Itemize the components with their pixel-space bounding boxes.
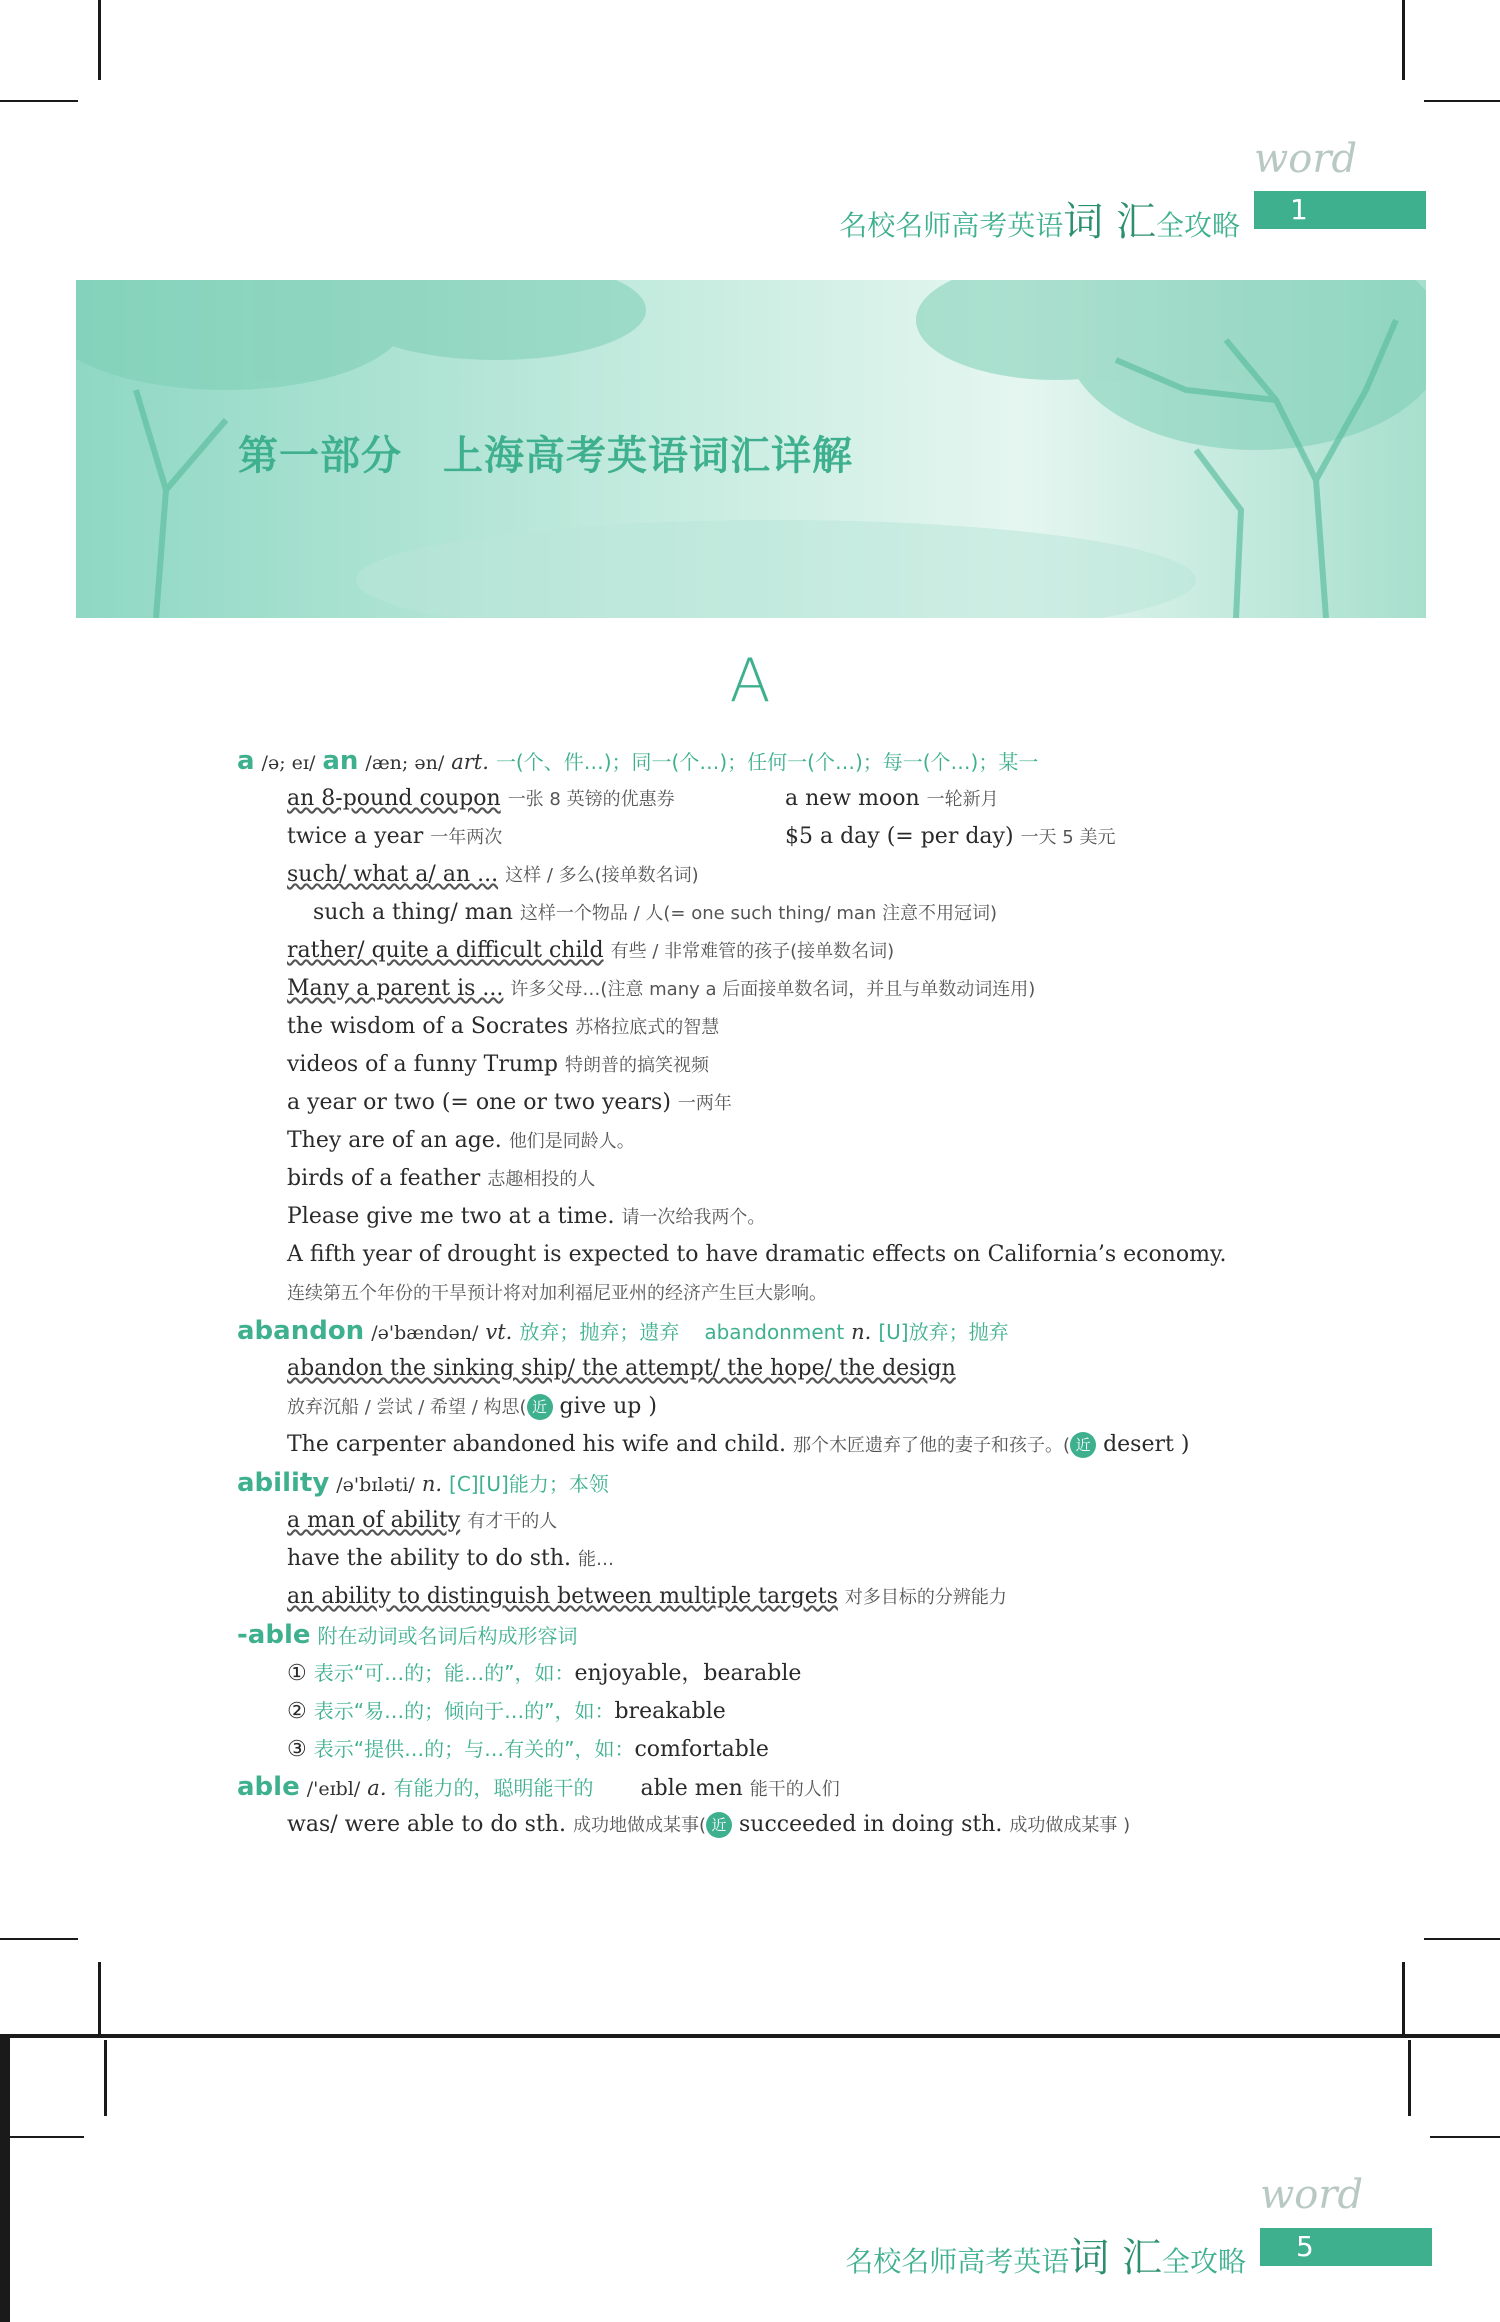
- crop-mark: [1402, 1962, 1405, 2034]
- crop-mark: [98, 1962, 101, 2034]
- meaning-line: [237, 1730, 1237, 1768]
- meaning: 表示“易…的；倾向于…的”，如：: [313, 1699, 615, 1723]
- example: a new moon: [785, 786, 920, 811]
- example: Please give me two at a time.: [287, 1204, 615, 1229]
- example-col2: [785, 780, 999, 819]
- meaning-number: ③: [287, 1737, 307, 1762]
- headword: -able: [237, 1620, 311, 1650]
- meaning-number: ①: [287, 1661, 307, 1686]
- example-line: [237, 780, 1237, 818]
- entry-head-able-suffix: [237, 1616, 1237, 1654]
- example: abandon the sinking ship/ the attempt/ the hope/ the design: [287, 1356, 956, 1381]
- example: a man of ability: [287, 1508, 461, 1533]
- crop-mark: [10, 2136, 84, 2138]
- example-line: [237, 1578, 1237, 1616]
- example-line: [237, 1806, 1237, 1844]
- example-translation: 一张 8 英镑的优惠券: [507, 789, 675, 810]
- example: have the ability to do sth.: [287, 1546, 572, 1571]
- example-translation: 他们是同龄人。: [508, 1131, 635, 1152]
- example-translation: 能干的人们: [749, 1779, 840, 1800]
- example-col2: [785, 818, 1115, 857]
- meaning-example: enjoyable，bearable: [574, 1661, 802, 1686]
- meaning-line: [237, 1692, 1237, 1730]
- example: A fifth year of drought is expected to have dramatic effects on California’s economy.: [287, 1242, 1227, 1267]
- example: an 8-pound coupon: [287, 786, 501, 811]
- example-translation: 那个木匠遗弃了他的妻子和孩子。(: [793, 1435, 1071, 1456]
- crop-mark: [1408, 2040, 1411, 2116]
- example-translation: 特朗普的搞笑视频: [564, 1055, 709, 1076]
- phonetic: /'eɪbl/: [306, 1778, 361, 1800]
- example: birds of a feather: [287, 1166, 481, 1191]
- entry-head-abandon: [237, 1312, 1237, 1350]
- example-translation: 请一次给我两个。: [621, 1207, 766, 1228]
- meaning: 表示“提供…的；与…有关的”，如：: [313, 1737, 635, 1761]
- example-translation: 这样 / 多么(接单数名词): [505, 865, 699, 886]
- example: a year or two (= one or two years): [287, 1090, 671, 1115]
- example: the wisdom of a Socrates: [287, 1014, 569, 1039]
- example-line: [237, 970, 1237, 1008]
- example-line: [237, 894, 1237, 932]
- headword: able: [237, 1772, 300, 1802]
- definition: [C][U]能力；本领: [449, 1472, 609, 1496]
- synonym-icon: 近: [706, 1812, 732, 1838]
- page-number-tab: 5: [1260, 2228, 1432, 2266]
- definition: 一(个、件…)；同一(个…)；任何一(个…)；每一(个…)；某一: [495, 750, 1039, 774]
- example-line: [237, 1008, 1237, 1046]
- example-line: [237, 932, 1237, 970]
- crop-mark: [0, 1938, 78, 1940]
- example-translation: 连续第五个年份的干旱预计将对加利福尼亚州的经济产生巨大影响。: [287, 1283, 827, 1304]
- example-translation: 成功地做成某事(: [572, 1815, 706, 1836]
- entry-head-a: [237, 742, 1237, 780]
- meaning-example: comfortable: [634, 1737, 769, 1762]
- example-translation: 许多父母…(注意 many a 后面接单数名词，并且与单数动词连用): [510, 979, 1036, 1000]
- chapter-title: 第一部分 上海高考英语词汇详解: [238, 433, 853, 479]
- synonym: desert ): [1103, 1432, 1190, 1457]
- example: an ability to distinguish between multiple targets: [287, 1584, 838, 1609]
- crop-mark: [1430, 2136, 1500, 2138]
- section-letter: A: [729, 646, 771, 716]
- definition: 附在动词或名词后构成形容词: [317, 1624, 578, 1648]
- crop-mark: [1402, 0, 1405, 80]
- series-prefix: 名校名师高考英语: [839, 209, 1064, 242]
- synonym-translation: 成功做成某事 ): [1009, 1815, 1131, 1836]
- example-translation: 志趣相投的人: [487, 1169, 596, 1190]
- part-of-speech: art.: [451, 750, 489, 774]
- entry-head-able: [237, 1768, 1237, 1806]
- example: twice a year: [287, 824, 424, 849]
- synonym-icon: 近: [527, 1394, 553, 1420]
- example-translation: 一轮新月: [926, 789, 999, 810]
- meaning-number: ②: [287, 1699, 307, 1724]
- example-line: [237, 856, 1237, 894]
- phonetic: /ə; eɪ/: [261, 752, 316, 774]
- example-line: [237, 1046, 1237, 1084]
- phonetic: /ə'bɪləti/: [336, 1474, 415, 1496]
- example-translation: 一天 5 美元: [1020, 827, 1116, 848]
- example-line: [237, 1540, 1237, 1578]
- headword: a: [237, 746, 255, 776]
- definition: [U]放弃；抛弃: [878, 1320, 1009, 1344]
- example-line: [237, 1350, 1237, 1388]
- example-translation: 一两年: [677, 1093, 732, 1114]
- example-line: [237, 1388, 1237, 1426]
- example-line: [237, 1236, 1237, 1274]
- dictionary-content: [237, 742, 1237, 1844]
- example-translation: 这样一个物品 / 人(= one such thing/ man 注意不用冠词): [519, 903, 998, 924]
- synonym: give up ): [559, 1394, 657, 1419]
- example: videos of a funny Trump: [287, 1052, 558, 1077]
- example: was/ were able to do sth.: [287, 1812, 566, 1837]
- example-line: [237, 1426, 1237, 1464]
- part-of-speech: a.: [367, 1776, 387, 1800]
- word-watermark: word: [1260, 2172, 1364, 2218]
- crop-mark: [104, 2040, 107, 2116]
- series-title: [845, 2226, 1246, 2283]
- part-of-speech: vt.: [485, 1320, 513, 1344]
- example: The carpenter abandoned his wife and child.: [287, 1432, 787, 1457]
- derivative: abandonment: [704, 1320, 845, 1344]
- meaning-line: [237, 1654, 1237, 1692]
- series-big: 词 汇: [1063, 199, 1156, 245]
- headword: ability: [237, 1468, 330, 1498]
- series-suffix: 全攻略: [1161, 2245, 1246, 2278]
- crop-mark: [1424, 100, 1500, 102]
- chapter-banner: [76, 280, 1426, 618]
- synonym-icon: 近: [1070, 1432, 1096, 1458]
- part-of-speech: n.: [851, 1320, 872, 1344]
- example-translation: 苏格拉底式的智慧: [575, 1017, 720, 1038]
- part-of-speech: n.: [421, 1472, 443, 1496]
- example-translation: 有些 / 非常难管的孩子(接单数名词): [610, 941, 895, 962]
- example: $5 a day (= per day): [785, 824, 1014, 849]
- example: able men: [640, 1776, 743, 1801]
- synonym: succeeded in doing sth.: [739, 1812, 1003, 1837]
- headword: abandon: [237, 1316, 365, 1346]
- example-line: [237, 818, 1237, 856]
- example-translation: 放弃沉船 / 尝试 / 希望 / 构思(: [287, 1397, 527, 1418]
- example: Many a parent is ...: [287, 976, 504, 1001]
- example-line: [237, 1198, 1237, 1236]
- series-suffix: 全攻略: [1155, 209, 1240, 242]
- definition: 放弃；抛弃；遗弃: [519, 1320, 680, 1344]
- example: rather/ quite a difficult child: [287, 938, 604, 963]
- example-line: [237, 1084, 1237, 1122]
- example-line: [237, 1160, 1237, 1198]
- example-translation: 对多目标的分辨能力: [844, 1587, 1007, 1608]
- phonetic: /æn; ən/: [365, 752, 445, 774]
- series-prefix: 名校名师高考英语: [845, 2245, 1070, 2278]
- headword: an: [322, 746, 359, 776]
- meaning-example: breakable: [614, 1699, 726, 1724]
- series-big: 词 汇: [1069, 2235, 1162, 2281]
- page-divider: [0, 2034, 1500, 2038]
- crop-mark: [1424, 1938, 1500, 1940]
- page-edge: [0, 2034, 10, 2322]
- crop-mark: [0, 100, 78, 102]
- crop-mark: [98, 0, 101, 80]
- example-line: [237, 1274, 1237, 1312]
- example: They are of an age.: [287, 1128, 502, 1153]
- entry-head-ability: [237, 1464, 1237, 1502]
- example: such a thing/ man: [313, 900, 513, 925]
- meaning: 表示“可…的；能…的”，如：: [313, 1661, 575, 1685]
- example-translation: 能…: [578, 1549, 615, 1570]
- example-line: [237, 1502, 1237, 1540]
- phonetic: /ə'bændən/: [371, 1322, 479, 1344]
- example: such/ what a/ an ...: [287, 862, 499, 887]
- page-number-tab: 1: [1254, 191, 1426, 229]
- word-watermark: word: [1254, 136, 1358, 182]
- definition: 有能力的，聪明能干的: [393, 1776, 594, 1800]
- example-translation: 有才干的人: [467, 1511, 558, 1532]
- series-title: [839, 190, 1240, 247]
- example-line: [237, 1122, 1237, 1160]
- example-translation: 一年两次: [430, 827, 503, 848]
